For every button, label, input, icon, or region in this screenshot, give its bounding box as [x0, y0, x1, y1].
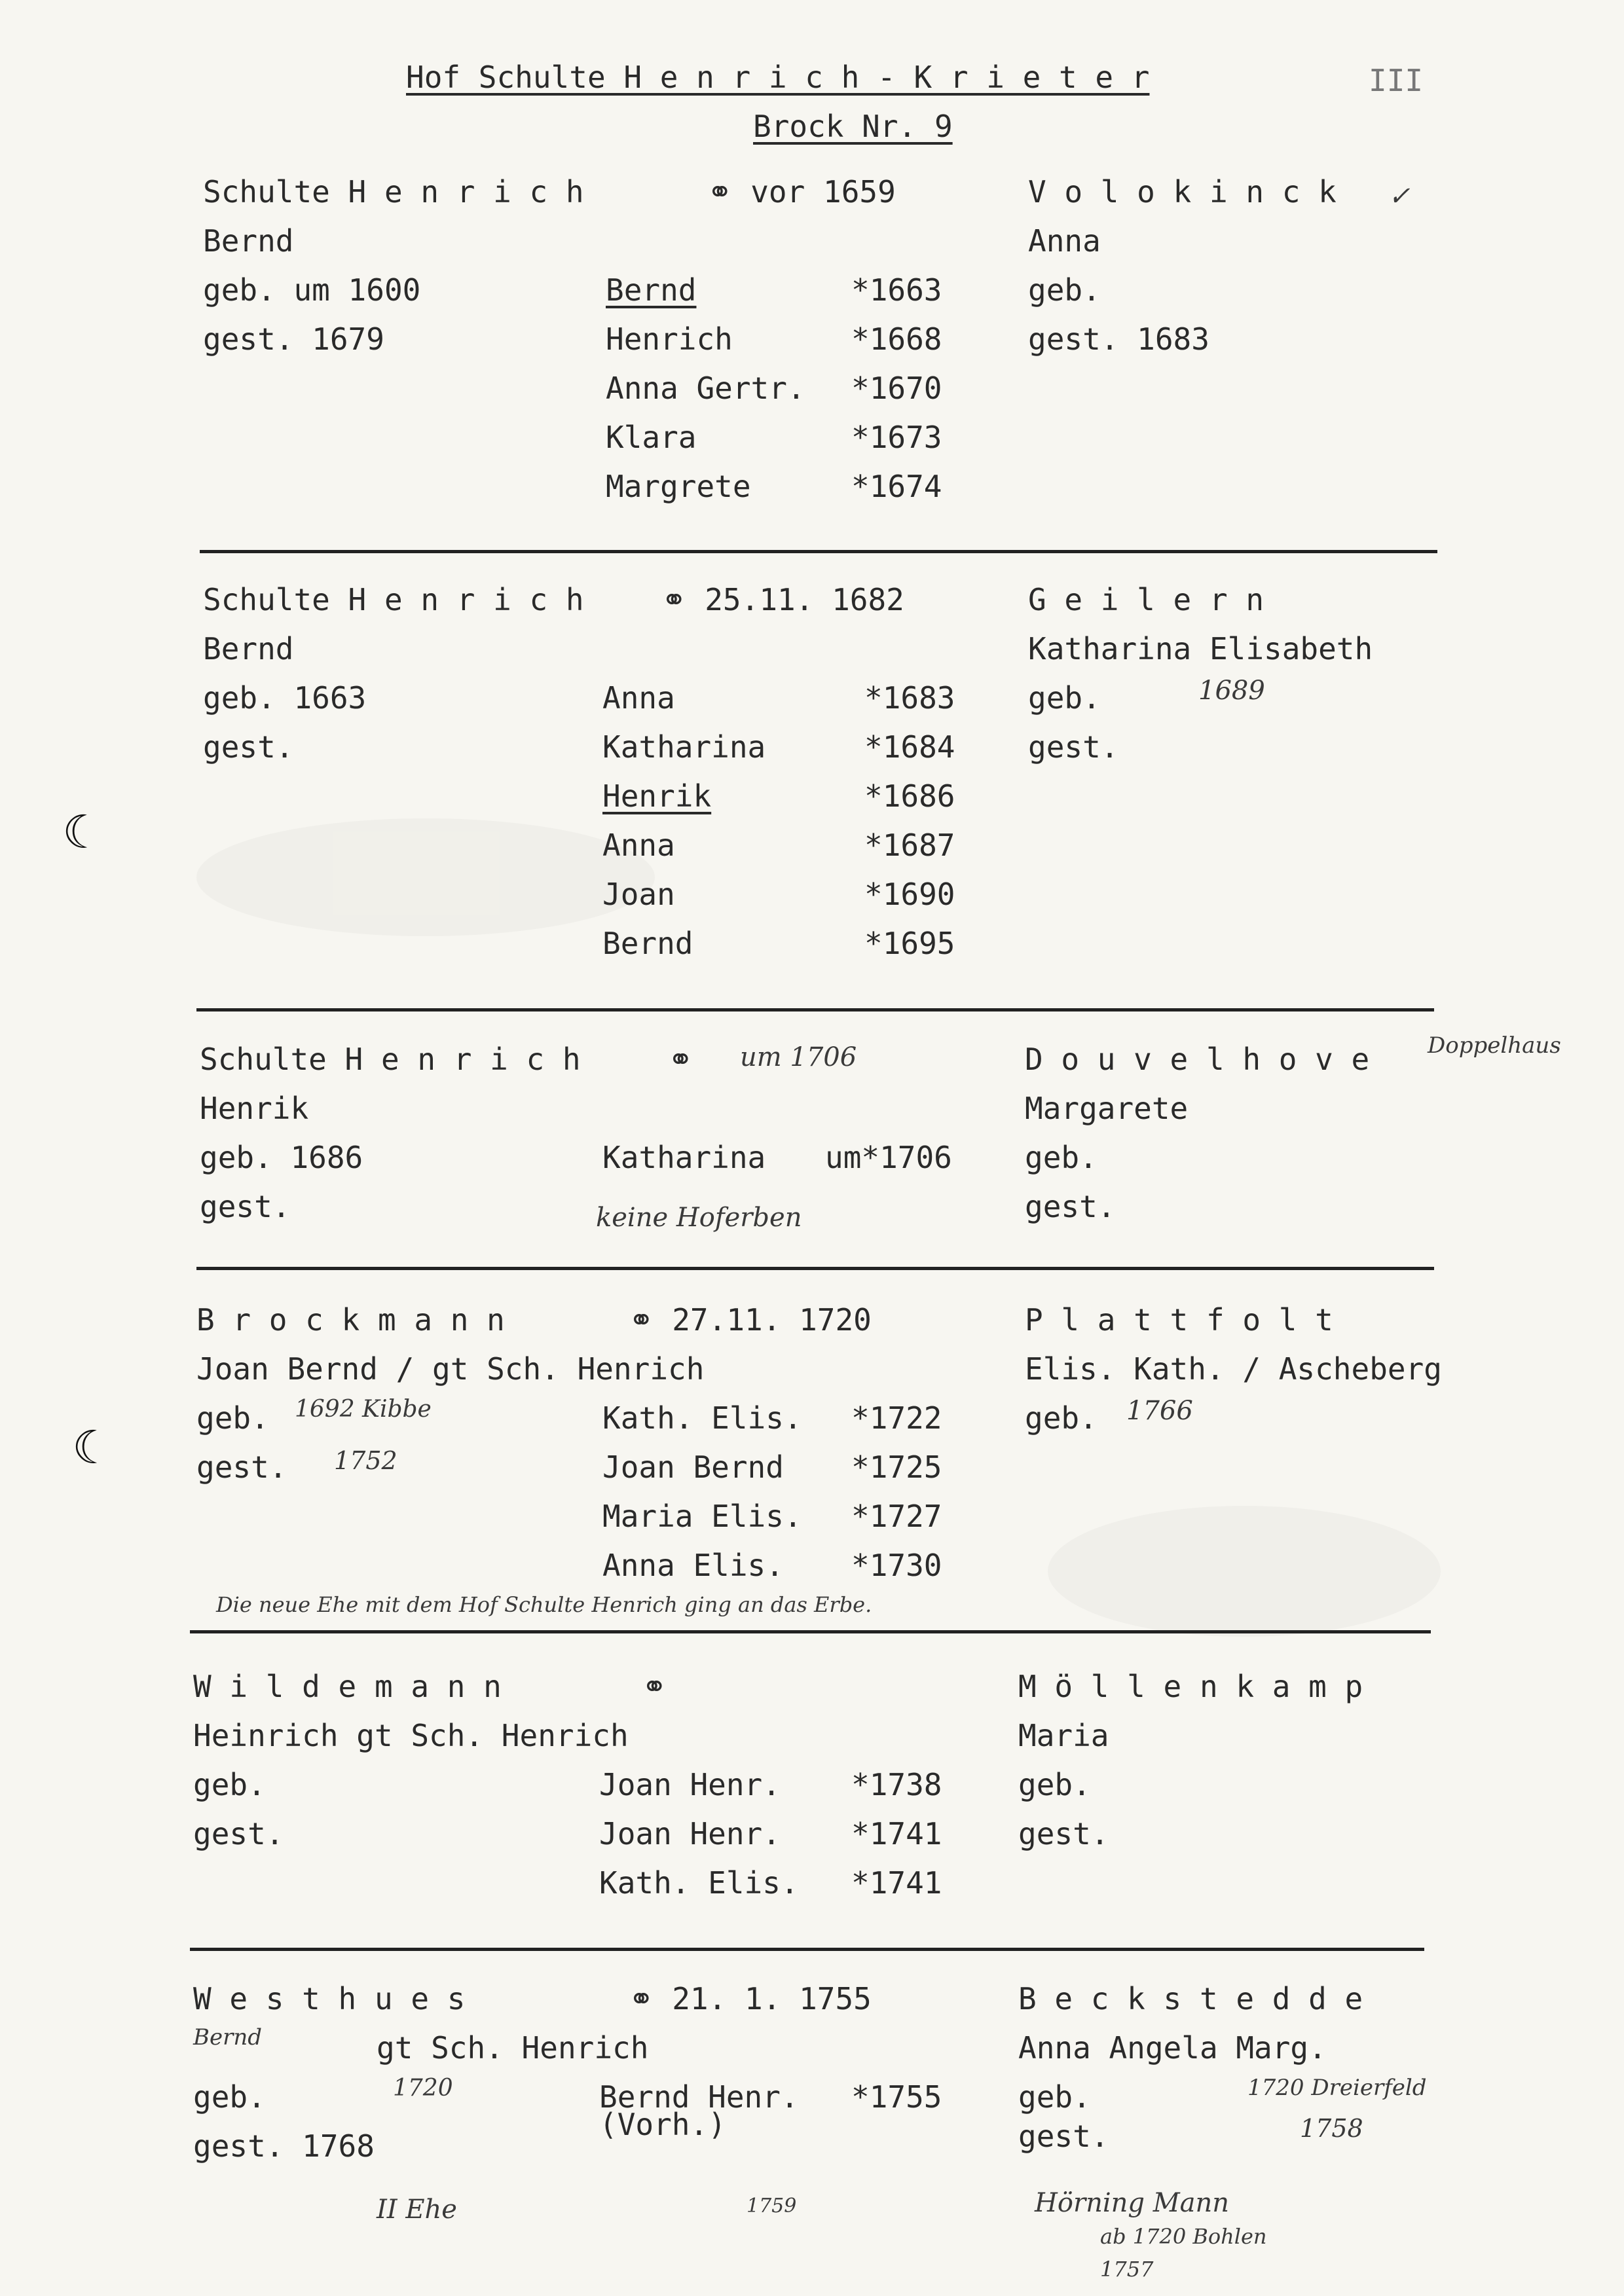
- wife-surname: B e c k s t e d d e: [1018, 1981, 1363, 2016]
- husband-died: gest.: [193, 1816, 284, 1851]
- husband-name: gt Sch. Henrich: [377, 2030, 649, 2066]
- husband-surname: W i l d e m a n n: [193, 1669, 502, 1704]
- husband-died: gest.: [196, 1449, 287, 1485]
- child-name: Joan Bernd: [602, 1449, 784, 1485]
- handwritten-note: Die neue Ehe mit dem Hof Schulte Henrich ging an das Erbe.: [216, 1592, 872, 1617]
- wife-born: geb.: [1028, 680, 1101, 716]
- wife-name: Anna Angela Marg.: [1018, 2030, 1327, 2066]
- child-birth: *1730: [851, 1548, 942, 1583]
- husband-died: gest.: [203, 729, 294, 765]
- husband-name: Bernd: [203, 631, 294, 666]
- wife-died: gest. 1683: [1028, 321, 1209, 357]
- husband-died: gest. 1768: [193, 2128, 375, 2164]
- marriage-date: ⚭: [642, 1669, 667, 1704]
- child-name: Anna: [602, 680, 675, 716]
- child-birth: *1683: [864, 680, 955, 716]
- handwritten-marriage: um 1706: [740, 1042, 857, 1072]
- child-name: Kath. Elis.: [599, 1865, 799, 1901]
- child-birth: *1686: [864, 778, 955, 814]
- handwritten-wife-died: 1758: [1300, 2114, 1363, 2143]
- husband-surname: Schulte H e n r i c h: [203, 174, 584, 210]
- section-divider: [190, 1630, 1431, 1633]
- child-birth: *1722: [851, 1400, 942, 1436]
- handwritten-husband-name: Bernd: [193, 2024, 263, 2050]
- child-name: Kath. Elis.: [602, 1400, 802, 1436]
- child-name: Bernd: [606, 272, 697, 308]
- marriage-date: ⚭ 27.11. 1720: [629, 1302, 872, 1338]
- handwritten-husband-died: 1752: [334, 1446, 397, 1475]
- document-title: Hof Schulte H e n r i c h - K r i e t e r: [406, 60, 1150, 95]
- husband-died: gest. 1679: [203, 321, 384, 357]
- child-birth: um*1706: [825, 1140, 952, 1175]
- child-birth: *1684: [864, 729, 955, 765]
- wife-born: geb.: [1025, 1400, 1098, 1436]
- wife-born: geb.: [1018, 1767, 1091, 1802]
- section-divider: [200, 550, 1437, 553]
- child-birth: *1687: [864, 828, 955, 863]
- wife-died: gest.: [1018, 1816, 1109, 1851]
- section-divider: [190, 1948, 1424, 1951]
- handwritten-husband-born: 1692 Kibbe: [295, 1396, 432, 1423]
- marriage-date: ⚭ vor 1659: [707, 174, 896, 210]
- marriage-date: ⚭ 25.11. 1682: [661, 582, 904, 617]
- punch-hole-mark: ☾: [72, 1421, 113, 1474]
- wife-name: Maria: [1018, 1718, 1109, 1753]
- handwritten-wife-born: 1766: [1126, 1396, 1193, 1426]
- husband-surname: W e s t h u e s: [193, 1981, 466, 2016]
- child-name: Klara: [606, 420, 697, 455]
- child-name: Katharina: [602, 729, 766, 765]
- child-note: (Vorh.): [599, 2107, 726, 2142]
- handwritten-note: 1757: [1100, 2257, 1154, 2282]
- husband-name: Bernd: [203, 223, 294, 259]
- child-birth: *1741: [851, 1865, 942, 1901]
- husband-name: Henrik: [200, 1091, 309, 1126]
- child-birth: *1663: [851, 272, 942, 308]
- wife-surname: D o u v e l h o v e: [1025, 1042, 1370, 1077]
- husband-born: geb.: [193, 2079, 266, 2115]
- handwritten-husband-born: 1720: [393, 2075, 453, 2102]
- wife-surname: G e i l e r n: [1028, 582, 1264, 617]
- child-name: Katharina: [602, 1140, 766, 1175]
- child-birth: *1727: [851, 1499, 942, 1534]
- document-subtitle: Brock Nr. 9: [753, 109, 953, 144]
- child-name: Anna Gertr.: [606, 371, 805, 406]
- handwritten-note: ab 1720 Bohlen: [1100, 2224, 1267, 2249]
- child-birth: *1755: [851, 2079, 942, 2115]
- child-name: Anna: [602, 828, 675, 863]
- wife-born: geb.: [1025, 1140, 1098, 1175]
- husband-surname: B r o c k m a n n: [196, 1302, 505, 1338]
- child-name: Margrete: [606, 469, 751, 504]
- husband-name: Heinrich gt Sch. Henrich: [193, 1718, 629, 1753]
- title-mark: III: [1369, 63, 1424, 98]
- child-name: Henrik: [602, 778, 712, 814]
- section-divider: [196, 1267, 1434, 1270]
- handwritten-note: keine Hoferben: [596, 1203, 802, 1233]
- handwritten-wife-born: 1720 Dreierfeld: [1247, 2075, 1427, 2101]
- child-birth: *1738: [851, 1767, 942, 1802]
- child-birth: *1668: [851, 321, 942, 357]
- child-birth: *1741: [851, 1816, 942, 1851]
- wife-died: gest.: [1025, 1189, 1116, 1224]
- marriage-date: ⚭ 21. 1. 1755: [629, 1981, 872, 2016]
- wife-name: Katharina Elisabeth: [1028, 631, 1373, 666]
- child-birth: *1725: [851, 1449, 942, 1485]
- child-name: Anna Elis.: [602, 1548, 784, 1583]
- wife-surname: V o l o k i n c k: [1028, 174, 1337, 210]
- marriage-date: ⚭: [668, 1042, 693, 1077]
- husband-born: geb. 1686: [200, 1140, 363, 1175]
- child-name: Bernd: [602, 926, 693, 961]
- child-name: Joan Henr.: [599, 1767, 781, 1802]
- wife-died: gest.: [1018, 2119, 1109, 2154]
- husband-born: geb.: [193, 1767, 266, 1802]
- husband-born: geb.: [196, 1400, 269, 1436]
- husband-surname: Schulte H e n r i c h: [200, 1042, 581, 1077]
- handwritten-note: Hörning Mann: [1035, 2188, 1230, 2218]
- punch-hole-mark: ☾: [62, 805, 103, 859]
- husband-died: gest.: [200, 1189, 291, 1224]
- child-birth: *1695: [864, 926, 955, 961]
- handwritten-note: 1759: [747, 2195, 797, 2217]
- paper-stain: [1048, 1506, 1441, 1637]
- paper-stain: [196, 818, 655, 936]
- child-name: Joan Henr.: [599, 1816, 781, 1851]
- child-name: Bernd Henr.: [599, 2079, 799, 2115]
- child-name: Joan: [602, 877, 675, 912]
- wife-name: Anna: [1028, 223, 1101, 259]
- handwritten-wife-born: 1689: [1198, 676, 1265, 706]
- child-birth: *1690: [864, 877, 955, 912]
- husband-born: geb. 1663: [203, 680, 367, 716]
- child-birth: *1674: [851, 469, 942, 504]
- wife-born: geb.: [1028, 272, 1101, 308]
- wife-surname: P l a t t f o l t: [1025, 1302, 1333, 1338]
- child-birth: *1670: [851, 371, 942, 406]
- handwritten-side-note: Doppelhaus: [1428, 1032, 1561, 1059]
- wife-name: Elis. Kath. / Ascheberg: [1025, 1351, 1442, 1387]
- handwritten-note: II Ehe: [377, 2195, 457, 2225]
- handwritten-checkmark: ✓: [1388, 181, 1411, 211]
- wife-died: gest.: [1028, 729, 1119, 765]
- child-birth: *1673: [851, 420, 942, 455]
- husband-name: Joan Bernd / gt Sch. Henrich: [196, 1351, 705, 1387]
- husband-born: geb. um 1600: [203, 272, 421, 308]
- husband-surname: Schulte H e n r i c h: [203, 582, 584, 617]
- wife-name: Margarete: [1025, 1091, 1189, 1126]
- child-name: Maria Elis.: [602, 1499, 802, 1534]
- child-name: Henrich: [606, 321, 733, 357]
- wife-surname: M ö l l e n k a m p: [1018, 1669, 1363, 1704]
- wife-born: geb.: [1018, 2079, 1091, 2115]
- section-divider: [196, 1008, 1434, 1011]
